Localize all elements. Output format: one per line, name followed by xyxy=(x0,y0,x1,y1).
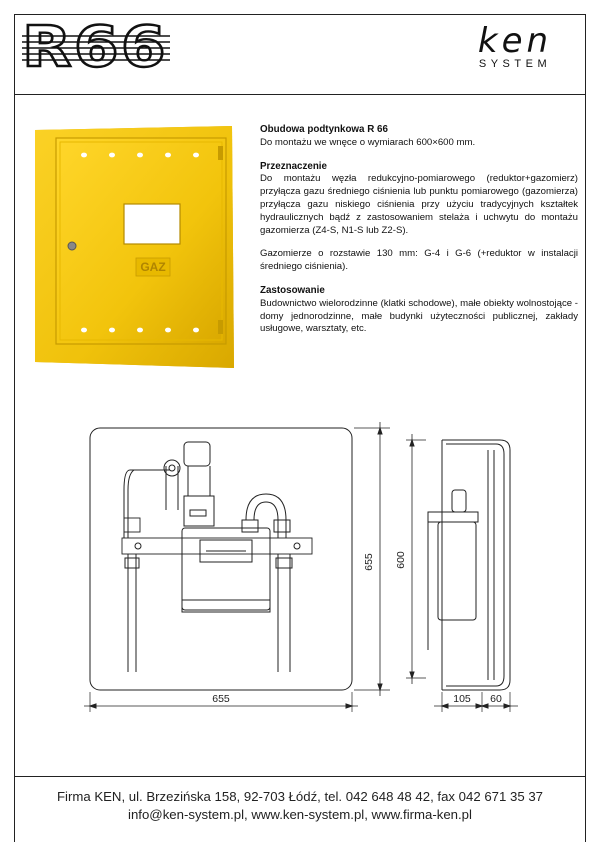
model-logo-text: R66 xyxy=(22,22,168,70)
product-photo xyxy=(32,124,237,377)
dim-depth-2: 60 xyxy=(490,693,502,705)
meter-text: Gazomierze o rozstawie 130 mm: G-4 i G-6 (+reduktor w instalacji średniego ciśnienia). xyxy=(260,248,578,273)
footer-divider xyxy=(14,776,586,777)
dim-height-inner: 600 xyxy=(395,551,407,569)
brand-name: ken xyxy=(477,21,553,61)
door-sign: GAZ xyxy=(140,260,166,274)
use-text: Budownictwo wielorodzinne (klatki schodowe), małe obiekty wolnostojące - domy jednorodzinne, małe budynki użyteczności publicznej, zakłady usługowe, warsztaty, etc. xyxy=(260,297,578,335)
technical-drawing xyxy=(70,410,530,735)
company-address: Firma KEN, ul. Brzezińska 158, 92-703 Łódź, tel. 042 648 48 42, fax 042 671 35 37 xyxy=(56,789,544,804)
product-title: Obudowa podtynkowa R 66 xyxy=(260,124,388,135)
dim-height-outer: 655 xyxy=(363,553,375,571)
dim-width: 655 xyxy=(212,693,230,705)
header-divider xyxy=(14,94,586,95)
product-description xyxy=(260,124,578,336)
purpose-heading: Przeznaczenie xyxy=(260,160,327,172)
company-footer xyxy=(14,788,586,824)
front-view-outline xyxy=(90,428,352,690)
company-web: info@ken-system.pl, www.ken-system.pl, www.firma-ken.pl xyxy=(128,807,472,822)
brand-logo xyxy=(452,21,578,70)
use-heading: Zastosowanie xyxy=(260,284,325,296)
purpose-text: Do montażu węzła redukcyjno-pomiarowego (reduktor+gazomierz) przyłącza gazu średniego ciśnienia lub punktu pomiarowego (gazomierza) przyłącza gazu niskiego ciśnienia przy użyciu tradycyjnych kształtek hydraulicznych bądź z zastosowaniem stelaża i uchwytu do montażu gazomierza (Z4-S, N1-S lub Z2-S). xyxy=(260,173,578,236)
dim-depth-1: 105 xyxy=(453,693,471,705)
model-logo xyxy=(22,22,172,75)
brand-tagline: SYSTEM xyxy=(478,58,552,70)
product-subtitle: Do montażu we wnęce o wymiarach 600×600 mm. xyxy=(260,136,476,148)
